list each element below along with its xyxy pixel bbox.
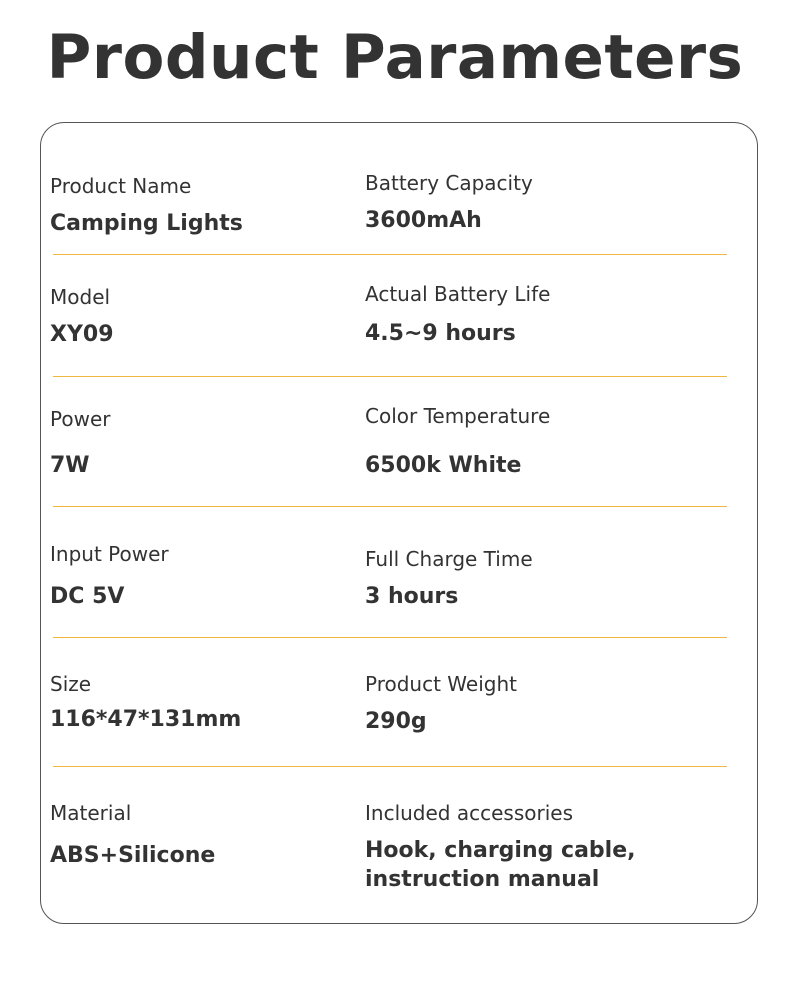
param-label: Color Temperature [365,404,551,428]
param-value: 290g [365,709,427,734]
param-value: XY09 [50,322,114,347]
param-value-line2: instruction manual [365,867,600,892]
param-label: Included accessories [365,801,573,825]
row-divider [53,506,727,507]
param-label: Full Charge Time [365,547,533,571]
param-model [50,284,114,349]
param-value: ABS+Silicone [50,843,216,868]
param-value: 6500k White [365,453,522,478]
param-size [50,671,241,734]
param-value: 3600mAh [365,208,482,233]
param-value: DC 5V [50,584,125,609]
param-value: 116*47*131mm [50,707,242,732]
param-power [50,406,110,480]
param-product-weight [365,671,517,736]
page-title: Product Parameters [46,22,744,93]
row-divider [53,376,727,377]
row-divider [53,637,727,638]
param-label: Model [50,285,111,309]
parameters-card [40,122,758,924]
param-label: Product Weight [365,672,517,696]
param-value: Camping Lights [50,211,243,236]
param-product-name [50,173,243,238]
param-label: Actual Battery Life [365,282,551,306]
param-value-line1: Hook, charging cable, [365,838,636,863]
row-divider [53,254,727,255]
param-label: Product Name [50,174,192,198]
param-value: 7W [50,453,90,478]
row-divider [53,766,727,767]
param-value: 4.5~9 hours [365,321,516,346]
param-material [50,800,215,870]
param-actual-battery-life [365,281,550,348]
param-color-temperature [365,403,550,480]
param-label: Power [50,407,111,431]
param-value: 3 hours [365,584,459,609]
param-input-power [50,541,169,611]
param-label: Size [50,672,92,696]
param-label: Battery Capacity [365,171,533,195]
param-battery-capacity [365,170,533,235]
param-full-charge-time [365,546,533,611]
param-label: Input Power [50,542,169,566]
param-label: Material [50,801,132,825]
param-included-accessories [365,800,636,894]
